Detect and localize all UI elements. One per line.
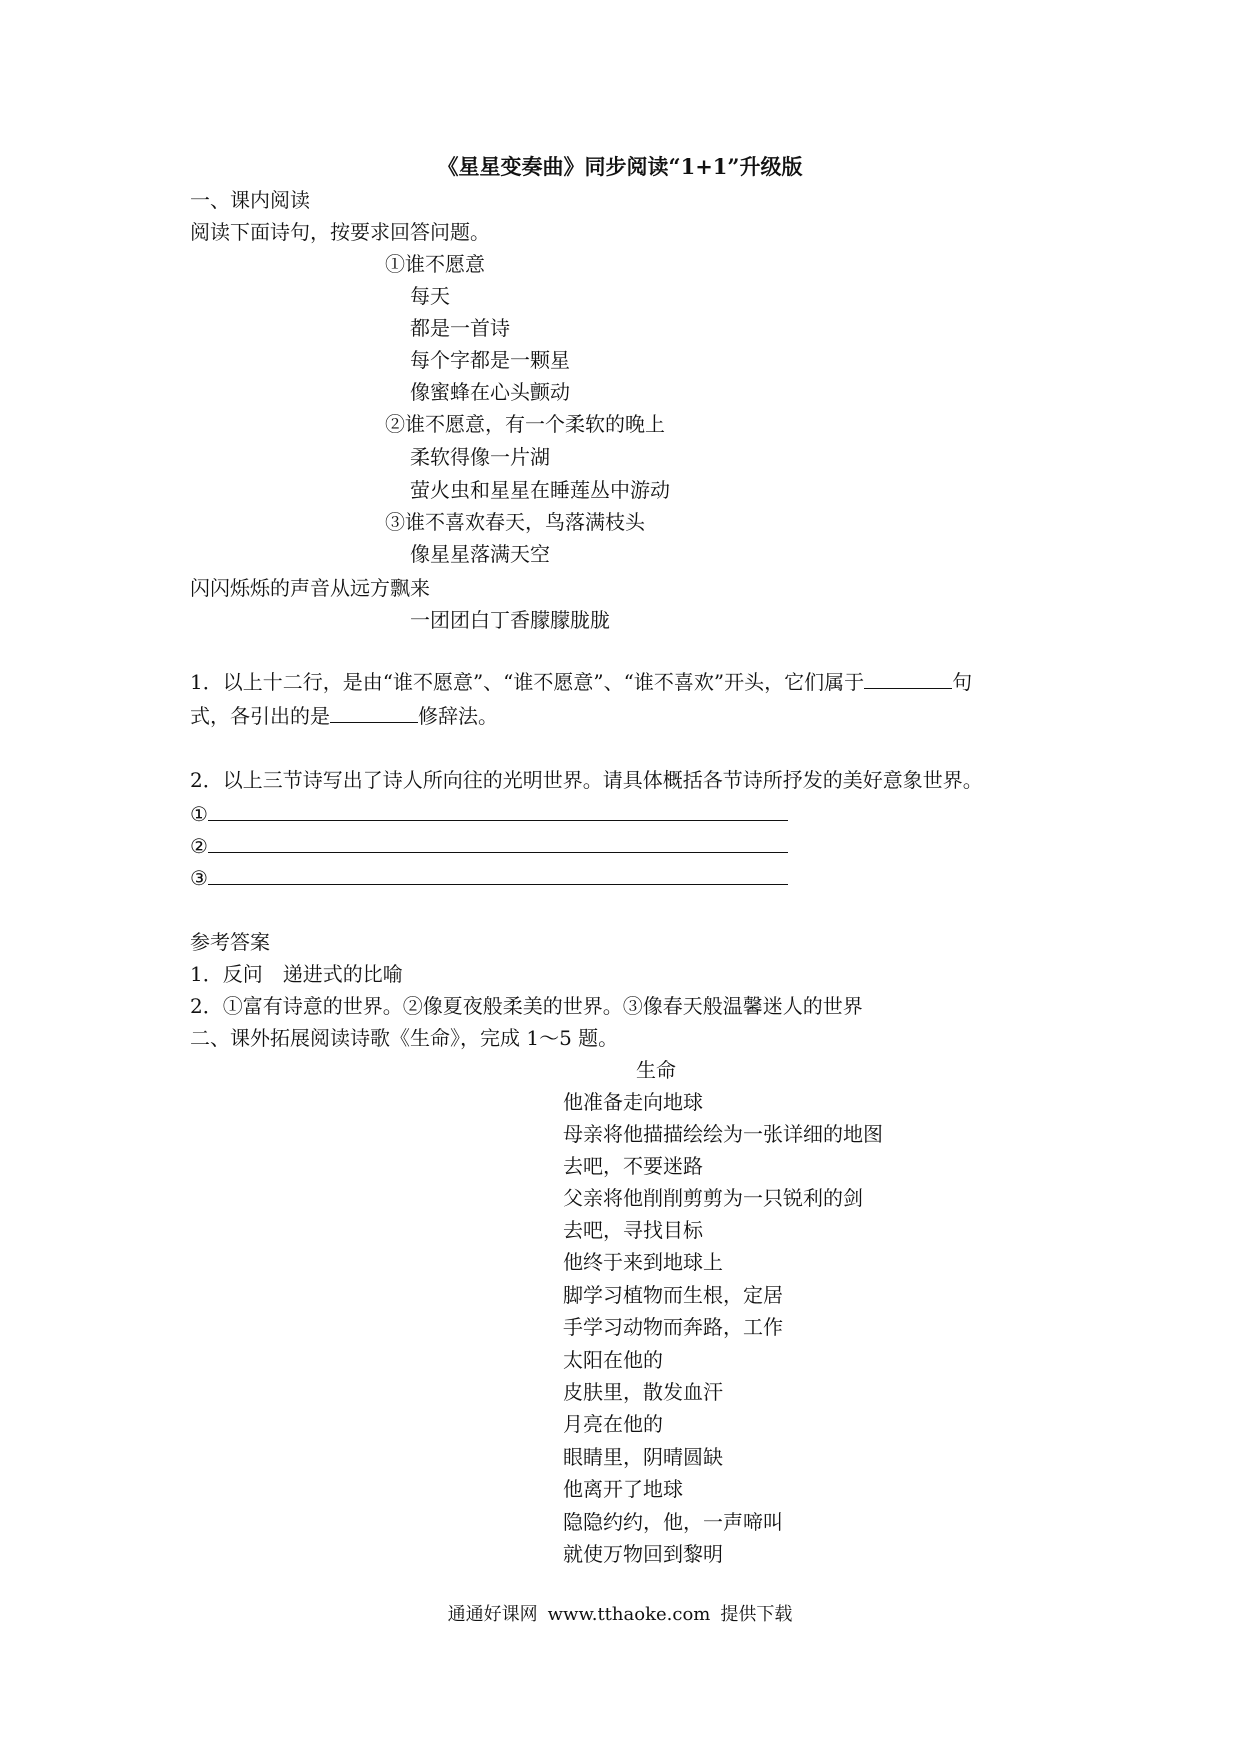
question-1 xyxy=(190,668,972,696)
poem1-line: 每个字都是一颗星 xyxy=(410,348,570,372)
answer-2: 2．①富有诗意的世界。②像夏夜般柔美的世界。③像春天般温馨迷人的世界 xyxy=(190,994,863,1018)
section2-heading: 二、课外拓展阅读诗歌《生命》，完成 1～5 题。 xyxy=(190,1026,619,1050)
answer-blank[interactable] xyxy=(864,668,952,689)
answer-line xyxy=(190,862,788,892)
question-1-text: 式，各引出的是 xyxy=(190,704,330,728)
poem2-line: 去吧，不要迷路 xyxy=(563,1154,703,1178)
footer-suffix: 提供下载 xyxy=(720,1604,793,1625)
answer-blank[interactable] xyxy=(208,862,788,885)
question-1-text: 修辞法。 xyxy=(418,704,498,728)
poem2-line: 皮肤里，散发血汗 xyxy=(563,1380,723,1404)
poem1-line: 像蜜蜂在心头颤动 xyxy=(410,380,570,404)
poem2-line: 父亲将他削削剪剪为一只锐利的剑 xyxy=(563,1186,863,1210)
answer-marker: ② xyxy=(190,834,208,858)
poem1-line: ③谁不喜欢春天，鸟落满枝头 xyxy=(385,510,645,534)
poem1-line: 一团团白丁香朦朦胧胧 xyxy=(410,608,610,632)
poem2-line: 就使万物回到黎明 xyxy=(563,1542,723,1566)
answer-line xyxy=(190,830,788,860)
answer-1: 1．反问 递进式的比喻 xyxy=(190,962,403,986)
answer-marker: ① xyxy=(190,802,208,826)
question-2: 2．以上三节诗写出了诗人所向往的光明世界。请具体概括各节诗所抒发的美好意象世界。 xyxy=(190,768,983,792)
poem2-line: 他离开了地球 xyxy=(563,1477,683,1501)
footer-url[interactable]: www.tthaoke.com xyxy=(547,1604,711,1625)
poem1-line: ②谁不愿意，有一个柔软的晚上 xyxy=(385,412,665,436)
poem2-line: 母亲将他描描绘绘为一张详细的地图 xyxy=(563,1122,883,1146)
footer-site-name: 通通好课网 xyxy=(447,1604,538,1625)
poem2-title: 生命 xyxy=(636,1058,676,1082)
poem2-line: 他准备走向地球 xyxy=(563,1090,703,1114)
section1-heading: 一、课内阅读 xyxy=(190,188,310,212)
poem2-line: 他终于来到地球上 xyxy=(563,1250,723,1274)
poem2-line: 脚学习植物而生根，定居 xyxy=(563,1283,783,1307)
answers-heading: 参考答案 xyxy=(190,930,270,954)
poem1-line: 像星星落满天空 xyxy=(410,542,550,566)
poem2-line: 月亮在他的 xyxy=(563,1412,663,1436)
poem2-line: 隐隐约约，他，一声啼叫 xyxy=(563,1510,783,1534)
page-footer xyxy=(0,1602,1240,1628)
answer-blank[interactable] xyxy=(208,798,788,821)
question-1-text: 句 xyxy=(952,670,973,694)
page-title: 《星星变奏曲》同步阅读“1+1”升级版 xyxy=(437,154,803,179)
poem1-line: 萤火虫和星星在睡莲丛中游动 xyxy=(410,478,670,502)
question-1-text: 1．以上十二行，是由“谁不愿意”、“谁不愿意”、“谁不喜欢”开头，它们属于 xyxy=(190,670,865,694)
poem1-line: ①谁不愿意 xyxy=(385,252,485,276)
poem2-line: 太阳在他的 xyxy=(563,1348,663,1372)
poem1-line: 柔软得像一片湖 xyxy=(410,445,550,469)
poem1-line: 闪闪烁烁的声音从远方飘来 xyxy=(190,576,430,600)
poem1-line: 每天 xyxy=(410,284,450,308)
answer-marker: ③ xyxy=(190,866,208,890)
answer-line xyxy=(190,798,788,828)
answer-blank[interactable] xyxy=(208,830,788,853)
poem2-line: 手学习动物而奔路，工作 xyxy=(563,1315,783,1339)
answer-blank[interactable] xyxy=(330,702,418,723)
question-1-cont xyxy=(190,702,498,730)
poem1-line: 都是一首诗 xyxy=(410,316,510,340)
section1-instruction: 阅读下面诗句，按要求回答问题。 xyxy=(190,220,490,244)
poem2-line: 去吧，寻找目标 xyxy=(563,1218,703,1242)
poem2-line: 眼睛里，阴晴圆缺 xyxy=(563,1445,723,1469)
